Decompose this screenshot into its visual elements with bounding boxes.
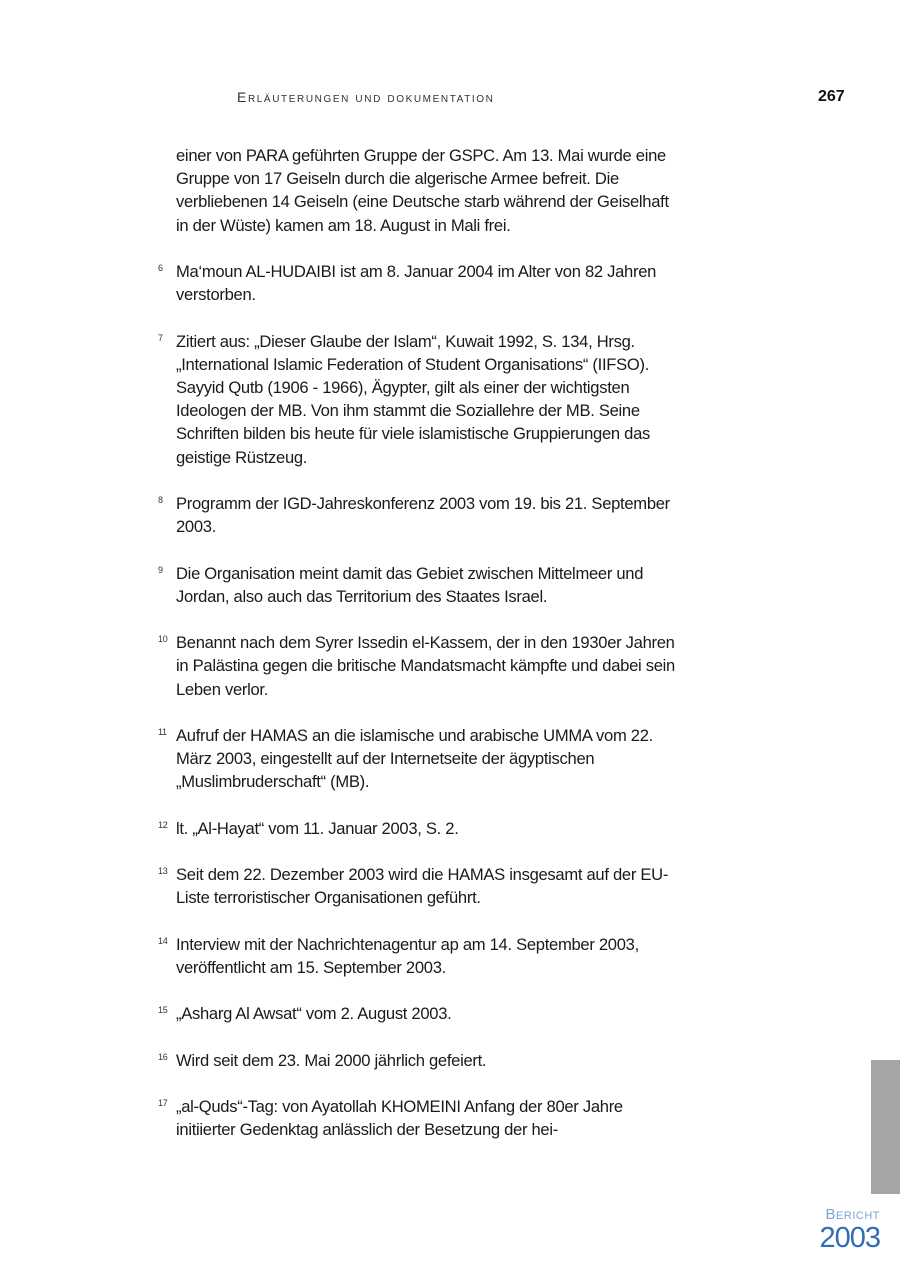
intro-paragraph: einer von PARA geführten Gruppe der GSPC. Am 13. Mai wurde eine Gruppe von 17 Geiseln durch die algerische Armee befreit. Die verbliebenen 14 Geiseln (eine Deutsche starb während der Geiselhaft in der Wüste) kamen am 18. August in Mali frei. xyxy=(176,146,669,235)
footnote-text-continued: Sayyid Qutb (1906 - 1966), Ägypter, gilt als einer der wichtigsten Ideologen der MB. Von ihm stammt die Soziallehre der MB. Seine Schriften bilden bis heute für viele islamistische Gruppierungen das geistige Rüstzeug. xyxy=(176,378,650,467)
footnote-text: Benannt nach dem Syrer Issedin el-Kassem, der in den 1930er Jahren in Palästina gegen die britische Mandatsmacht kämpfte und dabei sein Leben verlor. xyxy=(176,633,675,699)
footnote-number: 6 xyxy=(158,263,163,273)
footnote-9 xyxy=(158,562,676,608)
page-number: 267 xyxy=(818,88,845,105)
footnote-number: 17 xyxy=(158,1098,168,1109)
footnote-text: Aufruf der HAMAS an die islamische und arabische UMMA vom 22. März 2003, eingestellt auf der Internetseite der ägyptischen „Muslimbruderschaft“ (MB). xyxy=(176,725,653,792)
footnote-text: Seit dem 22. Dezember 2003 wird die HAMAS insgesamt auf der EU-Liste terroristischer Organisationen geführt. xyxy=(176,865,669,908)
footnote-number: 13 xyxy=(158,866,168,877)
footnote-12 xyxy=(158,817,676,840)
footnote-13 xyxy=(158,863,676,909)
footnote-7 xyxy=(158,330,676,469)
footnote-number: 16 xyxy=(158,1051,168,1062)
footnote-number: 14 xyxy=(158,935,168,946)
report-logo-word: Bericht xyxy=(825,1206,880,1223)
footnote-number: 8 xyxy=(158,495,163,505)
footnote-text: Interview mit der Nachrichtenagentur ap am 14. September 2003, veröffentlicht am 15. September 2003. xyxy=(176,934,639,977)
report-logo-year: 2003 xyxy=(819,1222,880,1254)
side-thumb-tab xyxy=(871,1060,900,1194)
report-logo xyxy=(808,1207,880,1253)
footnote-number: 7 xyxy=(158,332,163,343)
footnote-6 xyxy=(158,260,676,306)
footnote-17 xyxy=(158,1095,676,1141)
footnote-text: „al-Quds“-Tag: von Ayatollah KHOMEINI Anfang der 80er Jahre initiierter Gedenktag anlässlich der Besetzung der hei- xyxy=(176,1097,623,1140)
footnote-number: 12 xyxy=(158,819,168,830)
footnote-15 xyxy=(158,1002,676,1025)
footnote-text: Programm der IGD-Jahreskonferenz 2003 vom 19. bis 21. September 2003. xyxy=(176,494,670,537)
footnote-number: 10 xyxy=(158,634,168,645)
footnote-text: Zitiert aus: „Dieser Glaube der Islam“, Kuwait 1992, S. 134, Hrsg. „International Islamic Federation of Student Organisations“ (IIFSO). xyxy=(176,331,650,374)
footnote-text: Ma‘moun AL-HUDAIBI ist am 8. Januar 2004 im Alter von 82 Jahren verstorben. xyxy=(176,262,657,305)
footnote-text: lt. „Al-Hayat“ vom 11. Januar 2003, S. 2. xyxy=(176,818,459,838)
footnote-14 xyxy=(158,933,676,979)
footnote-text: Die Organisation meint damit das Gebiet zwischen Mittelmeer und Jordan, also auch das Territorium des Staates Israel. xyxy=(176,563,644,606)
footnote-number: 15 xyxy=(158,1005,168,1016)
footnote-text: „Asharg Al Awsat“ vom 2. August 2003. xyxy=(176,1004,452,1024)
running-head: Erläuterungen und dokumentation xyxy=(237,89,495,105)
footnote-8 xyxy=(158,492,676,538)
body-text xyxy=(158,144,676,1142)
footnote-11 xyxy=(158,724,676,794)
footnote-number: 11 xyxy=(158,726,167,737)
footnote-16 xyxy=(158,1049,676,1072)
footnote-10 xyxy=(158,631,676,701)
footnote-text: Wird seit dem 23. Mai 2000 jährlich gefeiert. xyxy=(176,1050,487,1070)
footnote-number: 9 xyxy=(158,564,163,575)
